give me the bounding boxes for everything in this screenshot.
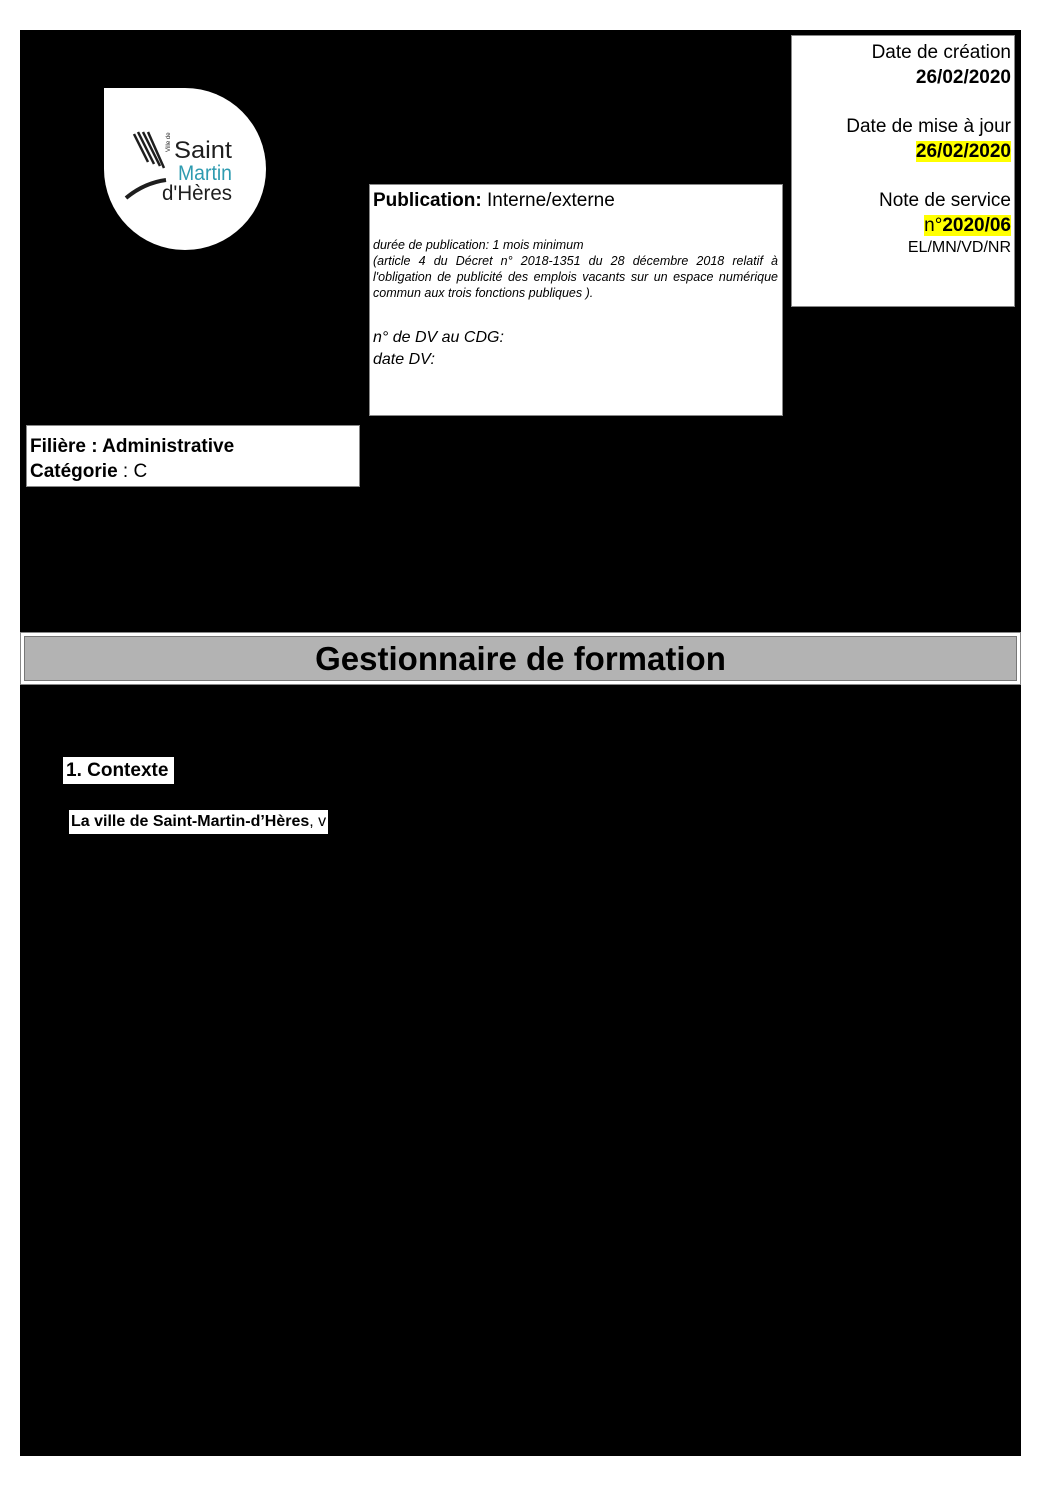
update-date-value: 26/02/2020 bbox=[915, 141, 1011, 162]
dates-box bbox=[791, 35, 1015, 307]
service-note-label: Note de service bbox=[878, 190, 1011, 211]
logo-martin-text: Martin bbox=[178, 162, 232, 185]
page-title: Gestionnaire de formation bbox=[24, 636, 1017, 681]
title-banner bbox=[20, 632, 1021, 685]
categorie-value: : C bbox=[117, 461, 148, 482]
publication-box bbox=[369, 184, 783, 416]
categorie-label: Catégorie bbox=[30, 461, 118, 482]
publication-label: Publication: bbox=[373, 190, 482, 211]
service-note-value: 2020/06 bbox=[942, 215, 1011, 236]
creation-date-value: 26/02/2020 bbox=[915, 67, 1011, 88]
publication-value: Interne/externe bbox=[481, 190, 615, 211]
context-text-rest: , v bbox=[309, 813, 327, 830]
city-logo bbox=[104, 88, 266, 250]
publication-line bbox=[373, 189, 778, 213]
dv-number-label: n° de DV au CDG: bbox=[373, 329, 504, 346]
dv-block bbox=[373, 327, 778, 371]
logo-ville-text: Ville de bbox=[166, 132, 172, 152]
update-date-label: Date de mise à jour bbox=[846, 116, 1011, 137]
service-note-number bbox=[924, 215, 1011, 236]
publication-article: (article 4 du Décret n° 2018-1351 du 28 décembre 2018 relatif à l'obligation de publicité des emplois vacants sur un espace numérique commun aux trois fonctions publiques ). bbox=[373, 254, 778, 300]
logo-heres-text: d'Hères bbox=[162, 182, 232, 205]
service-note-prefix: n° bbox=[924, 215, 943, 236]
filiere-label: Filière : Administrative bbox=[30, 436, 235, 457]
dv-date-label: date DV: bbox=[373, 351, 435, 368]
context-text-bold: La ville de Saint-Martin-d’Hères bbox=[71, 813, 310, 830]
context-text bbox=[69, 810, 328, 834]
filiere-box bbox=[26, 425, 360, 487]
logo-graphic bbox=[104, 88, 266, 250]
publication-duration-block bbox=[373, 237, 778, 301]
creation-date-label: Date de création bbox=[871, 42, 1011, 63]
section-heading-contexte: 1. Contexte bbox=[63, 757, 174, 784]
publication-duration: durée de publication: 1 mois minimum bbox=[373, 238, 584, 252]
logo-saint-text: Saint bbox=[174, 137, 233, 164]
service-note-initials: EL/MN/VD/NR bbox=[907, 239, 1011, 256]
